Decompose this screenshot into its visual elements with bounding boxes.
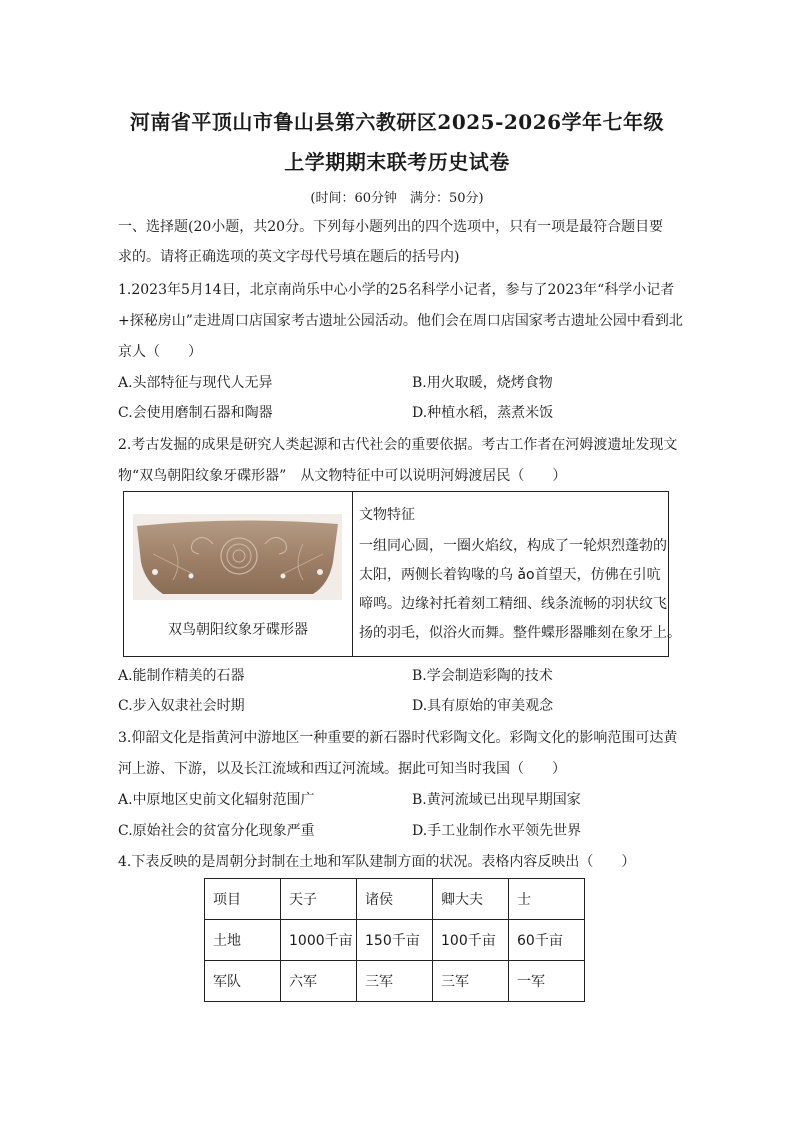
q1-option-a: A.头部特征与现代人无异: [118, 375, 273, 391]
q2-stem-1: 2.考古发掘的成果是研究人类起源和古代社会的重要依据。考古工作者在河姆渡遗址发现文: [118, 437, 678, 453]
q1-option-c: C.会使用磨制石器和陶器: [118, 405, 273, 421]
q4-stem-1: 4.下表反映的是周朝分封制在土地和军队建制方面的状况。表格内容反映出（ ）: [118, 854, 636, 870]
table-row: [205, 961, 585, 1002]
q2-option-d: D.具有原始的审美观念: [412, 698, 554, 714]
q3-option-c: C.原始社会的贫富分化现象严重: [118, 823, 315, 839]
table-cell: 项目: [205, 879, 281, 920]
q3-option-b: B.黄河流域已出现早期国家: [412, 792, 581, 808]
table-cell: 土地: [205, 920, 281, 961]
q3-option-d: D.手工业制作水平领先世界: [412, 823, 582, 839]
q1-stem-1: 1.2023年5月14日，北京南尚乐中心小学的25名科学小记者，参与了2023年“科学小记者: [118, 282, 675, 298]
ivory-butterfly-artifact-image: [133, 514, 342, 600]
artifact-table: [123, 491, 681, 657]
features-heading: 文物特征: [359, 507, 415, 523]
table-cell: 天子: [281, 879, 357, 920]
table-cell: 诸侯: [357, 879, 433, 920]
artifact-image-cell: [124, 492, 353, 656]
table-row: [205, 879, 585, 920]
table-cell: 六军: [281, 961, 357, 1002]
table-cell: 150千亩: [357, 920, 433, 961]
table-cell: 卿大夫: [433, 879, 509, 920]
table-cell: 1000千亩: [281, 920, 357, 961]
q2-option-c: C.步入奴隶社会时期: [118, 698, 245, 714]
table-cell: 军队: [205, 961, 281, 1002]
table-row: [205, 920, 585, 961]
table-cell: 60千亩: [509, 920, 585, 961]
feature-line-1: 一组同心圆，一圈火焰纹，构成了一轮炽烈蓬勃的: [359, 538, 667, 554]
exam-title-line-1: 河南省平顶山市鲁山县第六教研区2025-2026学年七年级: [129, 110, 665, 134]
q1-option-d: D.种植水稻，蒸煮米饭: [412, 405, 554, 421]
q3-option-a: A.中原地区史前文化辐射范围广: [118, 792, 315, 808]
table-cell: 100千亩: [433, 920, 509, 961]
q2-option-a: A.能制作精美的石器: [118, 668, 245, 684]
feature-line-2: 太阳，两侧长着钩喙的乌 ǎo首望天，仿佛在引吭: [359, 567, 661, 583]
exam-info: (时间：60分钟 满分：50分): [310, 191, 484, 206]
feature-line-4: 扬的羽毛，似浴火而舞。整件蝶形器雕刻在象牙上。: [359, 625, 681, 641]
q3-stem-1: 3.仰韶文化是指黄河中游地区一种重要的新石器时代彩陶文化。彩陶文化的影响范围可达黄: [118, 730, 678, 746]
fief-system-table: [204, 878, 585, 1002]
q2-stem-2: 物“双鸟朝阳纹象牙碟形器” 从文物特征中可以说明河姆渡居民（ ）: [118, 468, 567, 484]
q1-stem-3: 京人（ ）: [118, 344, 202, 360]
artifact-caption: 双鸟朝阳纹象牙碟形器: [168, 622, 308, 638]
table-cell: 士: [509, 879, 585, 920]
q1-stem-2: +探秘房山”走进周口店国家考古遗址公园活动。他们会在周口店国家考古遗址公园中看到北: [118, 313, 683, 329]
section-instructions-2: 求的。请将正确选项的英文字母代号填在题后的括号内): [118, 249, 460, 265]
artifact-features-cell: [353, 492, 681, 656]
q1-option-b: B.用火取暖，烧烤食物: [412, 375, 553, 391]
table-cell: 三军: [433, 961, 509, 1002]
q3-stem-2: 河上游、下游，以及长江流域和西辽河流域。据此可知当时我国（ ）: [118, 761, 566, 777]
feature-line-3: 啼鸣。边缘衬托着刻工精细、线条流畅的羽状纹飞: [359, 596, 667, 612]
q2-option-b: B.学会制造彩陶的技术: [412, 668, 553, 684]
section-instructions-1: 一、选择题(20小题，共20分。下列每小题列出的四个选项中，只有一项是最符合题目要: [118, 219, 664, 235]
exam-title-line-2: 上学期期末联考历史试卷: [284, 150, 510, 174]
table-cell: 三军: [357, 961, 433, 1002]
table-cell: 一军: [509, 961, 585, 1002]
